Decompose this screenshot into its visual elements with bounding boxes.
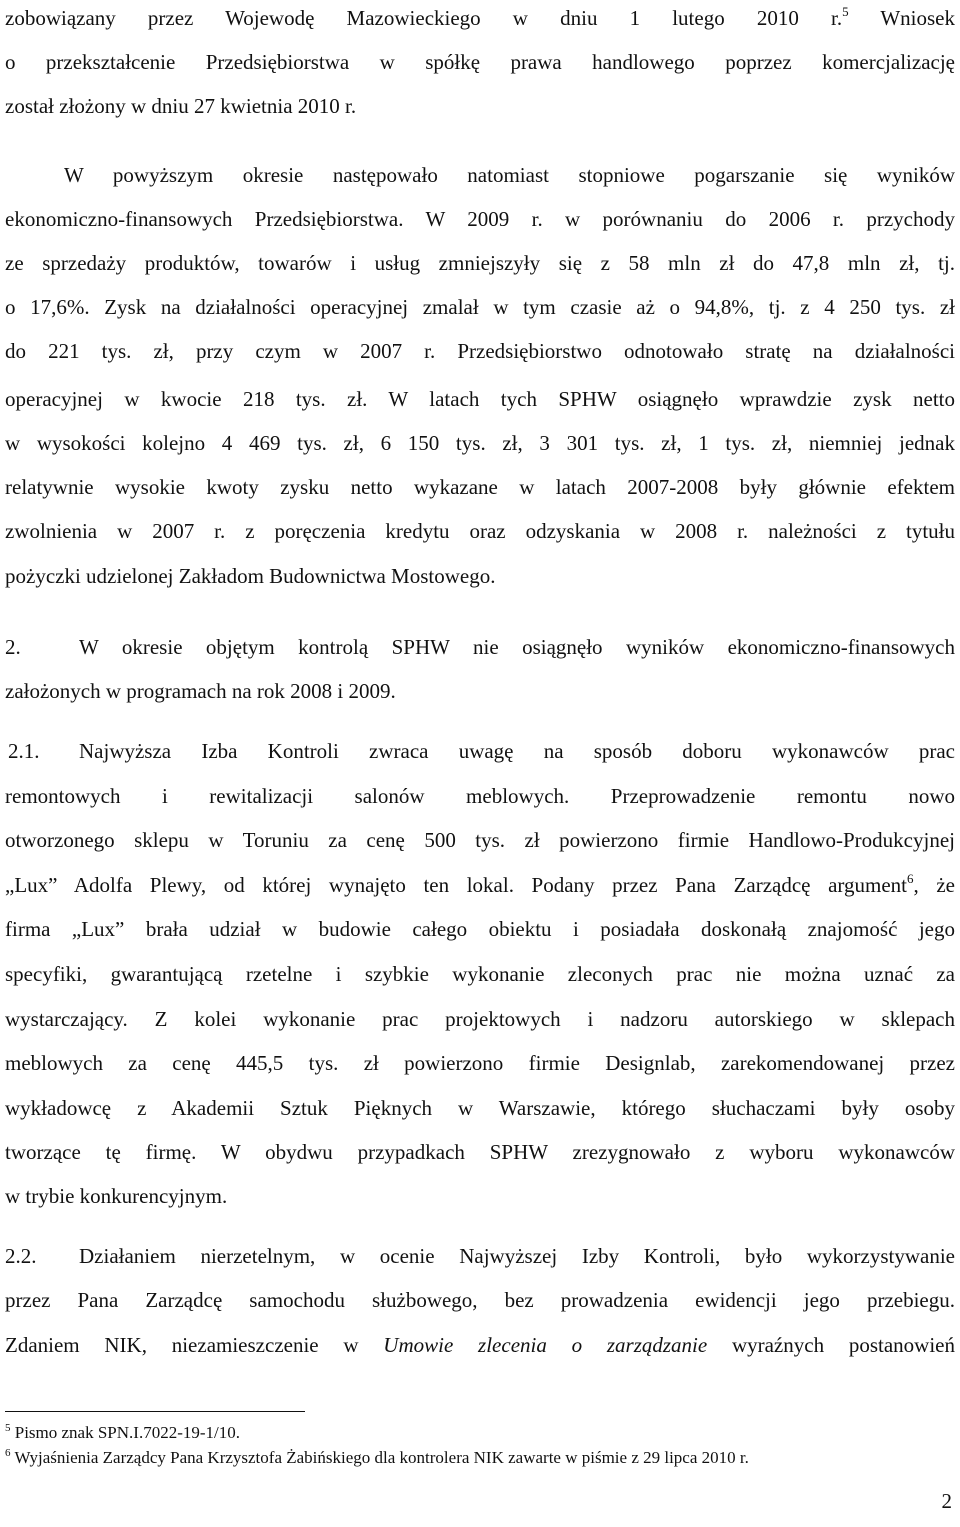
text-line: Zdaniem NIK, niezamieszczenie w Umowie zlecenia o zarządzanie wyraźnych postanowień <box>5 1333 955 1357</box>
footnote: $^6$ Wyjaśnienia Zarządcy Pana Krzysztofa Żabińskiego dla kontrolera NIK zawarte w piśmie z 29 lipca 2010 r. <box>5 1447 749 1467</box>
text-line: Działaniem nierzetelnym, w ocenie Najwyższej Izby Kontroli, było wykorzystywanie <box>79 1244 955 1268</box>
page-number: 2 <box>941 1489 952 1513</box>
text-line: o 17,6%. Zysk na działalności operacyjnej zmalał w tym czasie aż o 94,8%, tj. z 4 250 tys. zł <box>5 295 955 319</box>
text-line: Najwyższa Izba Kontroli zwraca uwagę na sposób doboru wykonawców prac <box>79 739 955 763</box>
text-line: do 221 tys. zł, przy czym w 2007 r. Przedsiębiorstwo odnotowało stratę na działalności <box>5 339 955 363</box>
footnote-marker: 5 <box>5 1422 11 1434</box>
footnote-ref: 6 <box>907 871 914 886</box>
text-line: przez Pana Zarządcę samochodu służbowego, bez prowadzenia ewidencji jego przebiegu. <box>5 1288 955 1312</box>
text-line: otworzonego sklepu w Toruniu za cenę 500 tys. zł powierzono firmie Handlowo-Produkcyjnej <box>5 828 955 852</box>
text-line: ekonomiczno-finansowych Przedsiębiorstwa. W 2009 r. w porównaniu do 2006 r. przychody <box>5 207 955 231</box>
text-line: wystarczający. Z kolei wykonanie prac projektowych i nadzoru autorskiego w sklepach <box>5 1007 955 1031</box>
text-line: „Lux” Adolfa Plewy, od której wynajęto ten lokal. Podany przez Pana Zarządcę argument$^6$, że <box>5 871 955 897</box>
text-line: firma „Lux” brała udział w budowie całego obiektu i posiadała doskonałą znajomość jego <box>5 917 955 941</box>
text-line: pożyczki udzielonej Zakładom Budownictwa Mostowego. <box>5 564 496 588</box>
document-title-italic: Umowie zlecenia o zarządzanie <box>383 1333 708 1357</box>
text-line: o przekształcenie Przedsiębiorstwa w spółkę prawa handlowego poprzez komercjalizację <box>5 50 955 74</box>
text-line: W powyższym okresie następowało natomiast stopniowe pogarszanie się wyników <box>64 163 955 187</box>
text-line: remontowych i rewitalizacji salonów meblowych. Przeprowadzenie remontu nowo <box>5 784 955 808</box>
text-line: ze sprzedaży produktów, towarów i usług zmniejszyły się z 58 mln zł do 47,8 mln zł, tj. <box>5 251 955 275</box>
text-line: w wysokości kolejno 4 469 tys. zł, 6 150 tys. zł, 3 301 tys. zł, 1 tys. zł, niemniej jednak <box>5 431 955 455</box>
text-line: został złożony w dniu 27 kwietnia 2010 r. <box>5 94 357 118</box>
text-line: zobowiązany przez Wojewodę Mazowieckiego w dniu 1 lutego 2010 r.$^5$ Wniosek <box>5 4 955 30</box>
text-line: operacyjnej w kwocie 218 tys. zł. W latach tych SPHW osiągnęło wprawdzie zysk netto <box>5 387 955 411</box>
text-line: wykładowcę z Akademii Sztuk Pięknych w Warszawie, którego słuchaczami były osoby <box>5 1096 955 1120</box>
footnote: $^5$ Pismo znak SPN.I.7022-19-1/10. <box>5 1422 240 1442</box>
text-line: w trybie konkurencyjnym. <box>5 1184 228 1208</box>
text-line: meblowych za cenę 445,5 tys. zł powierzono firmie Designlab, zarekomendowanej przez <box>5 1051 955 1075</box>
footnote-marker: 6 <box>5 1447 11 1459</box>
text-line: relatywnie wysokie kwoty zysku netto wykazane w latach 2007-2008 były głównie efektem <box>5 475 955 499</box>
section-number: 2. <box>5 635 21 659</box>
text-line: specyfiki, gwarantującą rzetelne i szybkie wykonanie zleconych prac nie można uznać za <box>5 962 955 986</box>
text-line: tworzące tę firmę. W obydwu przypadkach SPHW zrezygnowało z wyboru wykonawców <box>5 1140 955 1164</box>
section-number: 2.2. <box>5 1244 37 1268</box>
footnote-ref: 5 <box>842 4 849 19</box>
footnote-divider <box>5 1411 305 1412</box>
text-line: założonych w programach na rok 2008 i 2009. <box>5 679 396 703</box>
section-number: 2.1. <box>8 739 40 763</box>
text-line: zwolnienia w 2007 r. z poręczenia kredytu oraz odzyskania w 2008 r. należności z tytułu <box>5 519 955 543</box>
text-line: W okresie objętym kontrolą SPHW nie osiągnęło wyników ekonomiczno-finansowych <box>79 635 955 659</box>
